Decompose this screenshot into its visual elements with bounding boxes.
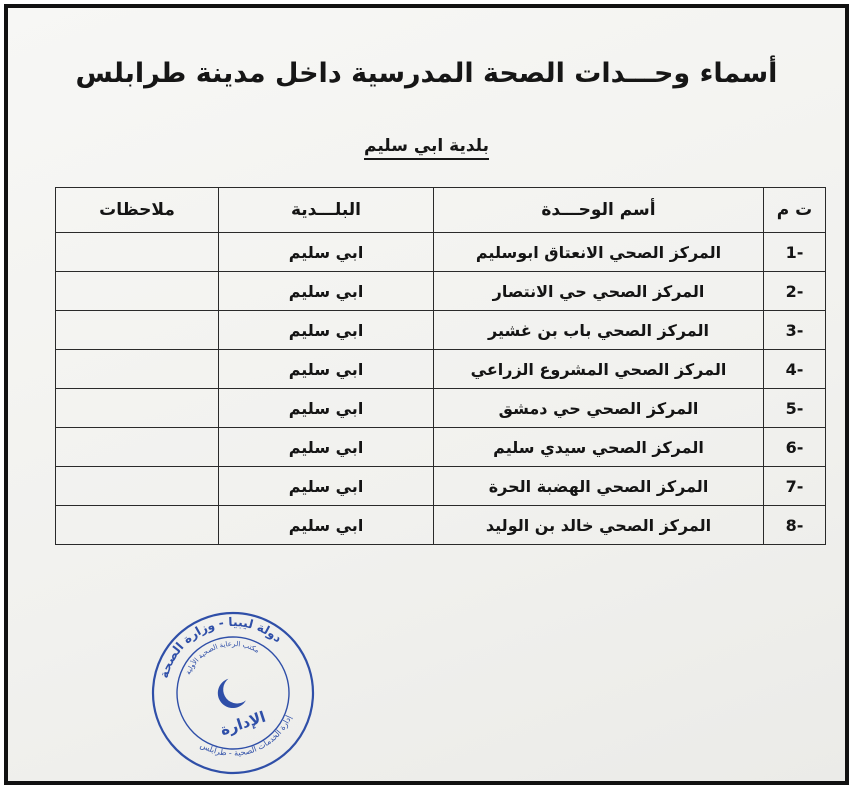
row-notes	[56, 506, 219, 545]
row-notes	[56, 350, 219, 389]
stamp-inner-text: مكتب الرعاية الصحية الأولية	[184, 639, 261, 676]
row-municipality: ابي سليم	[219, 272, 434, 311]
row-number: -5	[764, 389, 826, 428]
table-row	[56, 389, 826, 428]
header-municipality: البلـــدية	[219, 188, 434, 233]
stamp-outer-text: دولة ليبيا - وزارة الصحة	[156, 614, 285, 680]
page-title: أسماء وحـــدات الصحة المدرسية داخل مدينة طرابلس	[75, 58, 778, 89]
row-municipality: ابي سليم	[219, 389, 434, 428]
table-row	[56, 272, 826, 311]
row-municipality: ابي سليم	[219, 311, 434, 350]
health-units-table	[55, 187, 826, 545]
row-notes	[56, 233, 219, 272]
row-municipality: ابي سليم	[219, 350, 434, 389]
row-municipality: ابي سليم	[219, 506, 434, 545]
row-municipality: ابي سليم	[219, 467, 434, 506]
table-row	[56, 467, 826, 506]
row-number: -2	[764, 272, 826, 311]
row-unit-name: المركز الصحي الهضبة الحرة	[434, 467, 764, 506]
municipality-subtitle	[8, 136, 845, 156]
row-number: -3	[764, 311, 826, 350]
table-row	[56, 233, 826, 272]
header-unit-name: أسم الوحـــدة	[434, 188, 764, 233]
row-municipality: ابي سليم	[219, 428, 434, 467]
row-municipality: ابي سليم	[219, 233, 434, 272]
row-number: -6	[764, 428, 826, 467]
row-notes	[56, 467, 219, 506]
official-stamp	[148, 608, 318, 778]
row-unit-name: المركز الصحي خالد بن الوليد	[434, 506, 764, 545]
table-row	[56, 350, 826, 389]
row-number: -4	[764, 350, 826, 389]
table-row	[56, 428, 826, 467]
table-row	[56, 506, 826, 545]
crescent-icon	[214, 676, 247, 712]
row-unit-name: المركز الصحي باب بن غشير	[434, 311, 764, 350]
row-number: -7	[764, 467, 826, 506]
row-notes	[56, 272, 219, 311]
row-number: -8	[764, 506, 826, 545]
row-notes	[56, 389, 219, 428]
row-unit-name: المركز الصحي حي الانتصار	[434, 272, 764, 311]
header-notes: ملاحظات	[56, 188, 219, 233]
row-notes	[56, 311, 219, 350]
table-header-row	[56, 188, 826, 233]
document-frame	[4, 4, 849, 785]
header-number: ت م	[764, 188, 826, 233]
municipality-subtitle-text: بلدية ابي سليم	[364, 136, 489, 160]
row-unit-name: المركز الصحي المشروع الزراعي	[434, 350, 764, 389]
row-number: -1	[764, 233, 826, 272]
stamp-center-text: الإدارة	[217, 707, 268, 740]
row-unit-name: المركز الصحي الانعتاق ابوسليم	[434, 233, 764, 272]
row-notes	[56, 428, 219, 467]
row-unit-name: المركز الصحي سيدي سليم	[434, 428, 764, 467]
stamp-bottom-text: إدارة الخدمات الصحية - طرابلس	[198, 714, 294, 758]
table-row	[56, 311, 826, 350]
row-unit-name: المركز الصحي حي دمشق	[434, 389, 764, 428]
